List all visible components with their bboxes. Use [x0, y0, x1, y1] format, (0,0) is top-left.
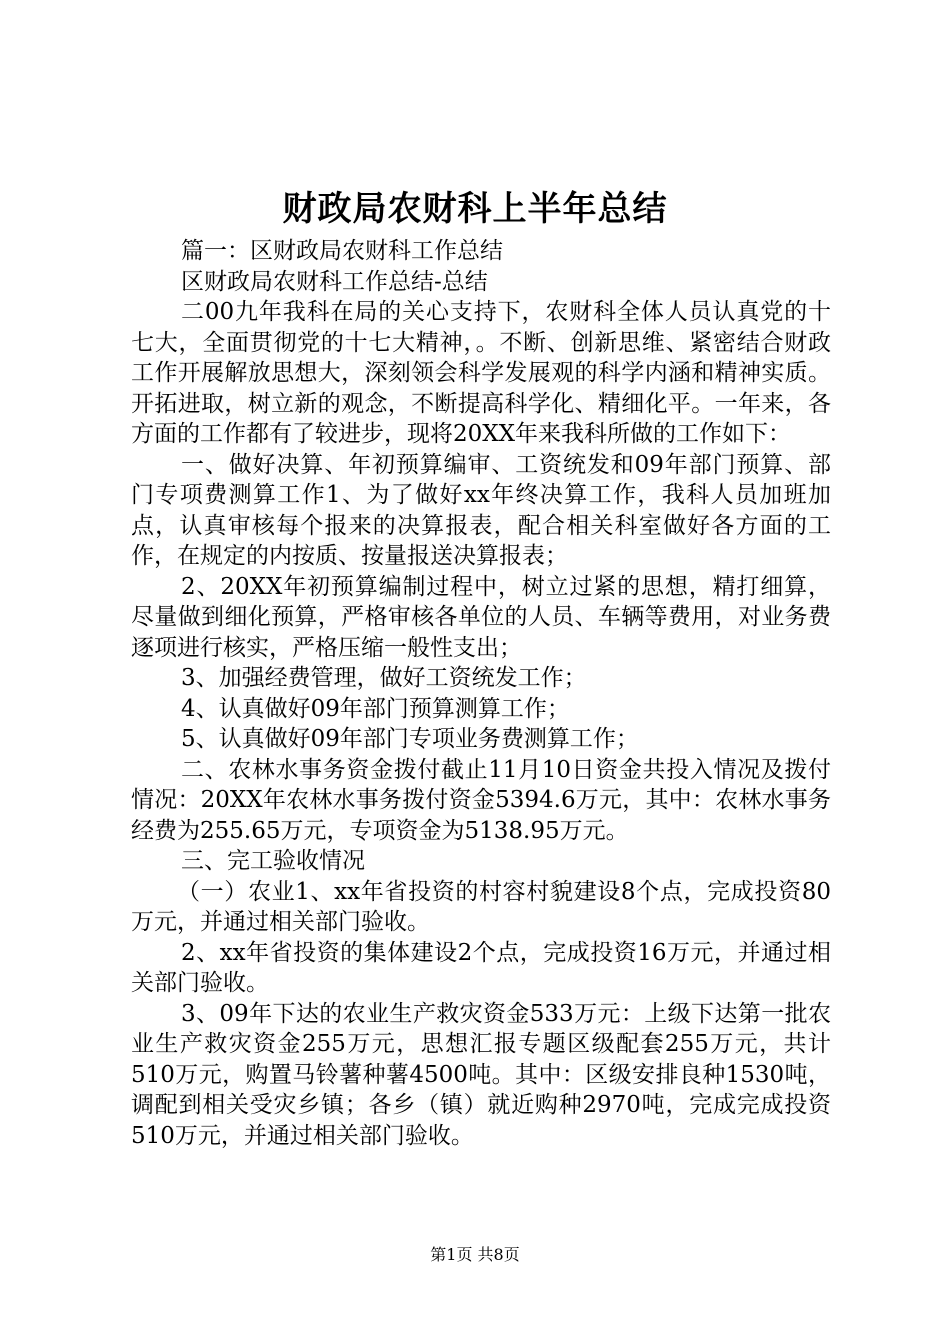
paragraph-4: 一、做好决算、年初预算编审、工资统发和09年部门预算、部门专项费测算工作1、为了做好xx年终决算工作，我科人员加班加点，认真审核每个报来的决算报表，配合相关科室做好各方面的工作，在规定的内按质、按量报送决算报表；	[131, 451, 831, 569]
paragraph-11: （一）农业1、xx年省投资的村容村貌建设8个点，完成投资80万元，并通过相关部门验收。	[131, 878, 831, 935]
paragraph-6: 3、加强经费管理，做好工资统发工作；	[181, 665, 587, 691]
document-title: 财政局农财科上半年总结	[282, 189, 668, 229]
paragraph-13: 3、09年下达的农业生产救灾资金533万元：上级下达第一批农业生产救灾资金255万元，思想汇报专题区级配套255万元，共计510万元，购置马铃薯种薯4500吨。其中：区级安排良种1530吨，调配到相关受灾乡镇；各乡（镇）就近购种2970吨，完成完成投资510万元，并通过相关部门验收。	[131, 1000, 831, 1149]
paragraph-9: 二、农林水事务资金拨付截止11月10日资金共投入情况及拨付情况：20XX年农林水事务拨付资金5394.6万元，其中：农林水事务经费为255.65万元，专项资金为5138.95万元。	[131, 756, 831, 844]
paragraph-1: 篇一：区财政局农财科工作总结	[181, 238, 503, 264]
paragraph-3: 二00九年我科在局的关心支持下，农财科全体人员认真党的十七大，全面贯彻党的十七大精神，。不断、创新思维、紧密结合财政工作开展解放思想大，深刻领会科学发展观的科学内涵和精神实质。开拓进取，树立新的观念，不断提高科学化、精细化平。一年来，各方面的工作都有了较进步，现将20XX年来我科所做的工作如下：	[131, 299, 831, 447]
paragraph-5: 2、20XX年初预算编制过程中，树立过紧的思想，精打细算，尽量做到细化预算，严格审核各单位的人员、车辆等费用，对业务费逐项进行核实，严格压缩一般性支出；	[131, 573, 831, 661]
paragraph-7: 4、认真做好09年部门预算测算工作；	[181, 695, 570, 722]
paragraph-10: 三、完工验收情况	[181, 848, 365, 874]
page-number-footer: 第1页 共8页	[430, 1245, 520, 1264]
paragraph-12: 2、xx年省投资的集体建设2个点，完成投资16万元，并通过相关部门验收。	[131, 939, 831, 996]
document-body	[131, 236, 831, 1151]
paragraph-2: 区财政局农财科工作总结-总结	[181, 268, 488, 295]
paragraph-8: 5、认真做好09年部门专项业务费测算工作；	[181, 726, 639, 752]
